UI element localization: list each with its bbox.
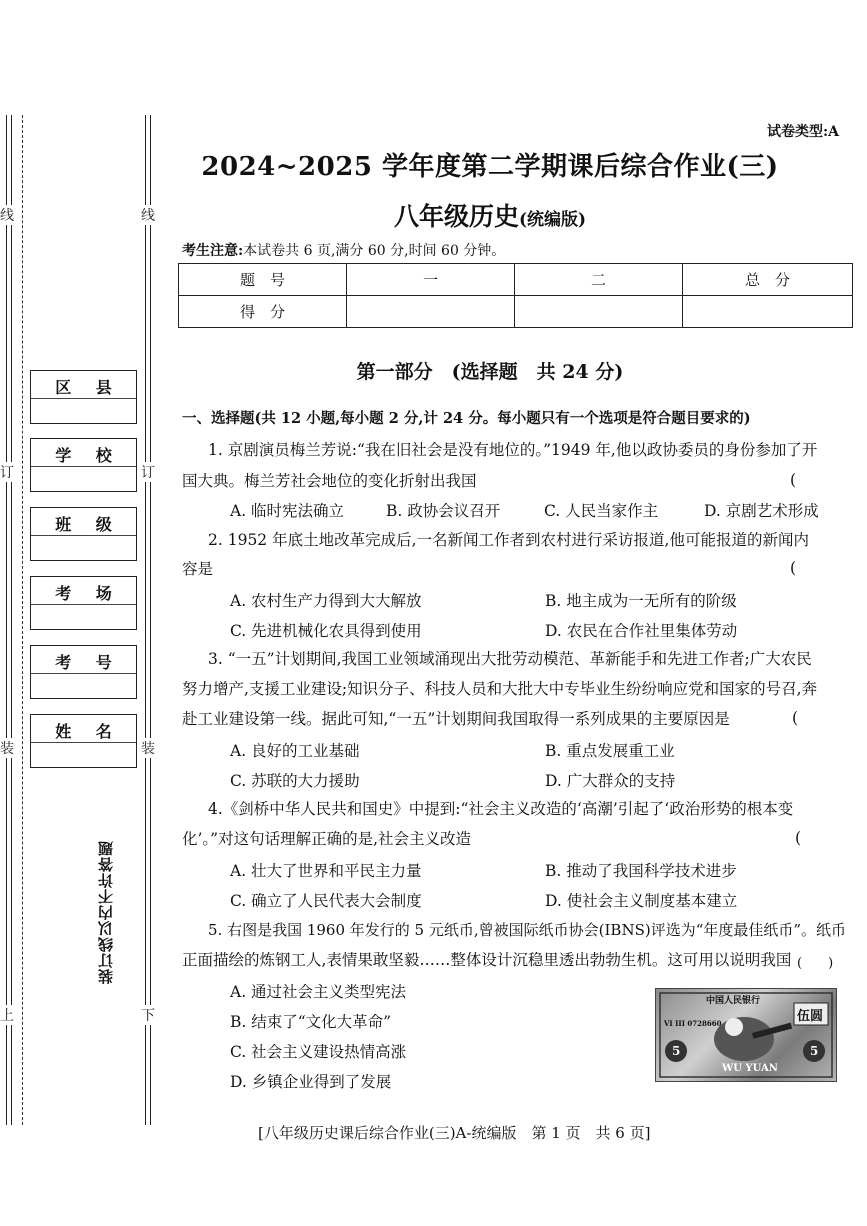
option-d[interactable]: D. 乡镇企业得到了发展 — [230, 1073, 392, 1091]
margin-rule — [11, 115, 12, 1125]
answer-bracket[interactable]: ( ) — [797, 956, 834, 971]
instruction: 一、选择题(共 12 小题,每小题 2 分,计 24 分。每小题只有一个选项是符合题目要求的) — [182, 410, 751, 427]
option-c[interactable]: C. 人民当家作主 — [544, 502, 659, 520]
question-text: 2. 1952 年底土地改革完成后,一名新闻工作者到农村进行采访报道,他可能报道的新闻内 — [208, 531, 809, 549]
answer-bracket[interactable]: ( — [792, 709, 799, 727]
option-c[interactable]: C. 苏联的大力援助 — [230, 772, 360, 790]
margin-rule — [150, 115, 151, 1125]
question-text: 国大典。梅兰芳社会地位的变化折射出我国 — [182, 472, 477, 490]
exam-notice — [182, 240, 505, 260]
margin-char-bind: 订 — [141, 462, 155, 482]
notice-text: 本试卷共 6 页,满分 60 分,时间 60 分钟。 — [243, 243, 506, 259]
option-b[interactable]: B. 重点发展重工业 — [545, 742, 675, 760]
banknote-bank-name: 中国人民银行 — [706, 996, 761, 1006]
banknote-corner-value: 5 — [672, 1044, 681, 1058]
banknote-pinyin: WU YUAN — [722, 1063, 778, 1074]
question-text: 5. 右图是我国 1960 年发行的 5 元纸币,曾被国际纸币协会(IBNS)评选为“年度最佳纸币”。纸币 — [208, 921, 847, 939]
option-c[interactable]: C. 社会主义建设热情高涨 — [230, 1043, 407, 1061]
question-text: 1. 京剧演员梅兰芳说:“我在旧社会是没有地位的。”1949 年,他以政协委员的身份参加了开 — [208, 441, 818, 459]
option-a[interactable]: A. 农村生产力得到大大解放 — [230, 592, 422, 610]
page-title: 2024~2025 学年度第二学期课后综合作业(三) — [201, 152, 779, 182]
question-text: 赴工业建设第一线。据此可知,“一五”计划期间我国取得一系列成果的主要原因是 — [182, 710, 730, 728]
header-cell: 题 号 — [179, 264, 347, 296]
answer-bracket[interactable]: ( — [790, 559, 797, 577]
header-cell: 一 — [347, 264, 515, 296]
banknote-corner-value: 5 — [810, 1044, 819, 1058]
option-a[interactable]: A. 临时宪法确立 — [230, 502, 345, 520]
field-school[interactable]: 学 校 — [30, 438, 137, 492]
field-exam-room[interactable]: 考 场 — [30, 576, 137, 630]
option-b[interactable]: B. 结束了“文化大革命” — [230, 1013, 392, 1031]
field-class[interactable]: 班 级 — [30, 507, 137, 561]
field-district[interactable]: 区 县 — [30, 370, 137, 424]
option-d[interactable]: D. 京剧艺术形成 — [704, 502, 819, 520]
margin-char-line: 线 — [0, 205, 14, 225]
banknote-image — [655, 988, 837, 1082]
page-subtitle — [180, 197, 800, 233]
margin-char-up: 上 — [0, 1005, 14, 1025]
answer-bracket[interactable]: ( — [795, 829, 802, 847]
row-label: 得 分 — [179, 296, 347, 328]
option-a[interactable]: A. 通过社会主义类型宪法 — [230, 983, 407, 1001]
subject-grade: 八年级历史 — [393, 202, 519, 231]
score-cell[interactable] — [683, 296, 853, 328]
header-cell: 二 — [515, 264, 683, 296]
score-cell[interactable] — [347, 296, 515, 328]
question-text: 容是 — [182, 560, 214, 578]
score-table-row — [179, 296, 853, 328]
score-table — [178, 263, 853, 328]
question-text: 努力增产,支援工业建设;知识分子、科技人员和大批大中专毕业生纷纷响应党和国家的号召,奔 — [182, 680, 818, 698]
option-d[interactable]: D. 广大群众的支持 — [545, 772, 676, 790]
banknote-serial: VI III 0728660 — [664, 1019, 722, 1028]
question-text: 正面描绘的炼钢工人,表情果敢坚毅……整体设计沉稳里透出勃勃生机。这可用以说明我国 — [182, 951, 792, 969]
binding-warning: 装订线以内不许答题 — [97, 840, 115, 984]
option-a[interactable]: A. 壮大了世界和平民主力量 — [230, 862, 422, 880]
question-text: 化’。”对这句话理解正确的是,社会主义改造 — [182, 830, 472, 848]
banknote-denomination: 伍圆 — [797, 1009, 824, 1024]
page-footer: [八年级历史课后综合作业(三)A-统编版 第 1 页 共 6 页] — [258, 1124, 651, 1142]
question-text: 3. “一五”计划期间,我国工业领域涌现出大批劳动模范、革新能手和先进工作者;广大农民 — [208, 650, 812, 668]
margin-rule — [145, 115, 146, 1125]
notice-label: 考生注意: — [182, 243, 244, 259]
answer-bracket[interactable]: ( — [790, 471, 797, 489]
field-name[interactable]: 姓 名 — [30, 714, 137, 768]
paper-type: 试卷类型:A — [766, 124, 839, 140]
margin-char-line: 线 — [141, 205, 155, 225]
cut-line — [22, 115, 23, 1125]
option-b[interactable]: B. 政协会议召开 — [386, 502, 501, 520]
score-table-header — [179, 264, 853, 296]
margin-char-down: 下 — [141, 1005, 155, 1025]
section-title: 第一部分 (选择题 共 24 分) — [356, 361, 624, 383]
option-c[interactable]: C. 确立了人民代表大会制度 — [230, 892, 422, 910]
margin-char-mount: 装 — [141, 738, 155, 758]
score-cell[interactable] — [515, 296, 683, 328]
edition: (统编版) — [518, 210, 587, 230]
option-a[interactable]: A. 良好的工业基础 — [230, 742, 360, 760]
question-text: 4.《剑桥中华人民共和国史》中提到:“社会主义改造的‘高潮’引起了‘政治形势的根本变 — [208, 800, 794, 818]
field-exam-number[interactable]: 考 号 — [30, 645, 137, 699]
margin-char-bind: 订 — [0, 462, 14, 482]
option-d[interactable]: D. 使社会主义制度基本建立 — [545, 892, 738, 910]
margin-char-mount: 装 — [0, 738, 14, 758]
option-b[interactable]: B. 推动了我国科学技术进步 — [545, 862, 737, 880]
option-b[interactable]: B. 地主成为一无所有的阶级 — [545, 592, 737, 610]
option-c[interactable]: C. 先进机械化农具得到使用 — [230, 622, 422, 640]
option-d[interactable]: D. 农民在合作社里集体劳动 — [545, 622, 738, 640]
header-cell: 总 分 — [683, 264, 853, 296]
margin-rule — [6, 115, 7, 1125]
